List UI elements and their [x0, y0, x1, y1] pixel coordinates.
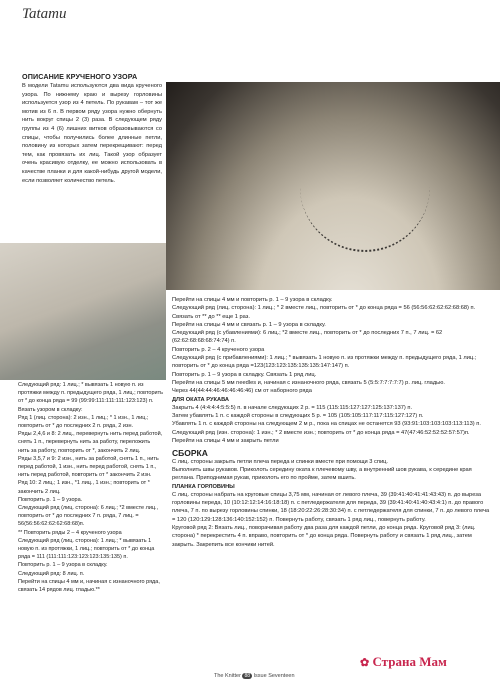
text-line: Перейти на спицы 5 мм needles и, начиная с изнаночного ряда, связать 5 (5:5:7:7:7:7:7) р. лиц. гладью.: [172, 379, 445, 386]
text-line: Перейти на спицы 4 мм и закрыть петли: [172, 438, 279, 445]
text-line: Ряды 3,5,7 и 9: 2 изн., нить за работой, снять 1 п., нить перед работой, 1 изн., нить перед работой, снять 1 п., нить перед работой, повторить от * закончить 2 изн.: [18, 455, 159, 479]
text-line: Вязать узором в складку:: [18, 406, 83, 413]
text-line: Выполнить швы рукавов. Приколоть середину оката к плечевому шву, а внутренний шов рукава, к середине края реглана. Приподнимая рукав, приколоть его по пройме, затем вшить.: [172, 466, 472, 482]
page-footer: [214, 673, 295, 679]
page-title: Tatamu: [22, 6, 67, 22]
text-line: Через 44(44:44:46:46:46:46:46) см от наборного ряда: [172, 388, 312, 395]
text-line: Перейти на спицы 4 мм и повторить р. 1 – 9 узора в складку.: [172, 297, 333, 303]
text-line: Следующий ряд: 1 лиц.; * вывязать 1 новую п. из протяжки между п. предыдущего ряда, 1 лиц.; повторить от * до конца ряда = 99 (99:99:111:111:111:123:123) п.: [18, 382, 164, 405]
section-heading-collar: ПЛАНКА ГОРЛОВИНЫ: [172, 483, 235, 490]
text-line: Повторить р. 1 – 9 узора в складку. Связать 1 ряд лиц.: [172, 371, 317, 378]
text-line: ** Повторить ряды 2 – 4 крученого узора: [18, 529, 122, 536]
watermark-text: Страна Мам: [372, 654, 447, 669]
text-line: Ряд 1 (лиц. сторона): 2 изн., 1 лиц.; * 1 изн., 1 лиц.; повторить от * до последних 2 п. ряда, 2 изн.: [18, 414, 149, 430]
right-column: [172, 296, 490, 549]
text-line: Следующий ряд (лиц. сторона): 1 лиц.; * вывязать 1 новую п. из протяжки, 1 лиц.; повторить от * до конца ряда = 111 (111:111:123:123:123:135:135) п.: [18, 537, 155, 561]
text-line: С лиц. стороны закрыть петли плеча переда и спинки вместе при помощи 3 спиц.: [172, 458, 388, 465]
text-line: С лиц. стороны набрать на круговые спицы 3,75 мм, начиная от левого плеча, 39 (39:41:40:41:41:43:43) п. до выреза горловины переда, 10 (10:12:12:14:16:18:18) п. с петледержателя для переда, 39 (39:41:40:41:40:43:4:1) п. до правого плеча, 7 п. по вырезу горловины спинки, 18 (18:20:22:26:28:30:34) п. с петледержателя для спинки, 7 п. до левого плеча = 120 (120:129:128:136:140:152:152) п. Повернуть работу, связать 1 ряд лиц., повернуть работу.: [172, 491, 490, 523]
text-line: Повторить р. 1 – 9 узора.: [18, 496, 83, 503]
text-line: Перейти на спицы 4 мм и связать р. 1 – 9 узора в складку.: [172, 321, 326, 328]
text-line: Связать от ** до ** еще 1 раз.: [172, 313, 250, 320]
pattern-description: В модели Tatamu используются два вида крученого узора. По нижнему краю и вырезу горловины используется узор из 4 петель. По рукавам – тот же мотив из 6 п. В первом ряду узора нужно обернуть нить вокруг спицы 2 (3) раза. В следующем ряду группы из 4 (6) лишних витков образовываются со спицы, чтобы получились более длинные петли, половину из которых затем перекрещивают: перед тем, как провязать их лиц. Такой узор образует очень красивую отделку, ее можно использовать в качестве планки и для какой-нибудь другой модели, если позволяет количество петель.: [22, 83, 162, 184]
section-heading-okat: ДЛЯ ОКАТА РУКАВА: [172, 396, 229, 403]
magazine-name: The Knitter: [214, 673, 241, 679]
text-line: Следующий ряд (с прибавлениями): 1 лиц.; * вывязать 1 новую п. из протяжки между п. предыдущего ряда, 1 лиц.; повторить от * до конца ряда =123(123:123:135:135:135:147:147) п.: [172, 355, 477, 370]
text-line: Ряд 10: 2 лиц.; 1 изн., *1 лиц., 1 изн.; повторить от * закончить 2 лиц.: [18, 480, 150, 495]
text-line: Круговой ряд 2: Вязать лиц., поворачивая работу два раза для каждой петли, до конца ряда. Круговой ряд 3: (лиц. сторона) * перекрестить 4 п. вправо, повторить от * до конца ряда. Повернуть работу и связать 1 ряд лиц., затем закрыть. Закрепить все кончики нитей.: [172, 525, 476, 548]
text-line: Повторить р. 2 – 4 крученого узора: [172, 346, 265, 353]
text-line: Перейти на спицы 4 мм и, начиная с изнаночного ряда, связать 14 рядов лиц. гладью.**: [18, 578, 160, 594]
watermark: [360, 654, 447, 670]
page-number: 88: [244, 673, 250, 679]
lower-left-column: [18, 381, 163, 594]
text-line: Следующий ряд (с убавлениями): 6 лиц.; *2 вместе лиц., повторить от * до последних 7 п., 7 лиц. = 62 (62:62:68:68:68:74:74) п.: [172, 330, 443, 345]
text-line: Ряды 2,4,6 и 8: 2 лиц., перевернуть нить перед работой, снять 1 п., перевернуть нить за работу, переложить нить за работу, повторить от *, закончить 2 лиц.: [18, 431, 163, 454]
text-line: Убавлять 1 п. с каждой стороны на следующем 2 м р., пока на спицах не останется 93 (93:91:103:103:103:113:113) п.: [172, 421, 481, 428]
text-line: Следующий ряд (лиц. сторона): 1 лиц.; * 2 вместе лиц., повторить от * до конца ряда = 56 (56:56:62:62:62:68:68) п.: [172, 305, 476, 312]
text-line: Следующий ряд: 8 лиц. п.: [18, 570, 85, 577]
text-line: Следующий ряд (изн. сторона): 1 изн.; * 2 вместе изн.; повторить от * до конца ряда = 47(47:46:52:52:52:57:57)п.: [172, 429, 470, 436]
pattern-heading: ОПИСАНИЕ КРУЧЕНОГО УЗОРА: [22, 72, 138, 81]
text-line: Затем убавлять 1 п. с каждой стороны в следующих 5 р. = 105 (105:105:117:117:115:127:127) п.: [172, 413, 424, 420]
issue-label: Issue Seventeen: [253, 673, 295, 679]
text-line: Следующий ряд (лиц. сторона): 6 лиц.; *2 вместе лиц., повторить от * до последних 7 п. ряда, 7 лиц. = 56(56:56:62:62:62:68:68)п.: [18, 505, 159, 528]
section-heading-assembly: СБОРКА: [172, 448, 208, 459]
sleeve-photo: [0, 243, 166, 380]
text-line: Закрыть 4 (4:4:4:4:5:5:5) п. в начале следующих 2 р. = 115 (115:115:127:127:125:137:137) п.: [172, 404, 413, 411]
text-line: Повторить р. 1 – 9 узора в складку.: [18, 562, 108, 569]
ladybug-icon: ✿: [360, 657, 370, 669]
